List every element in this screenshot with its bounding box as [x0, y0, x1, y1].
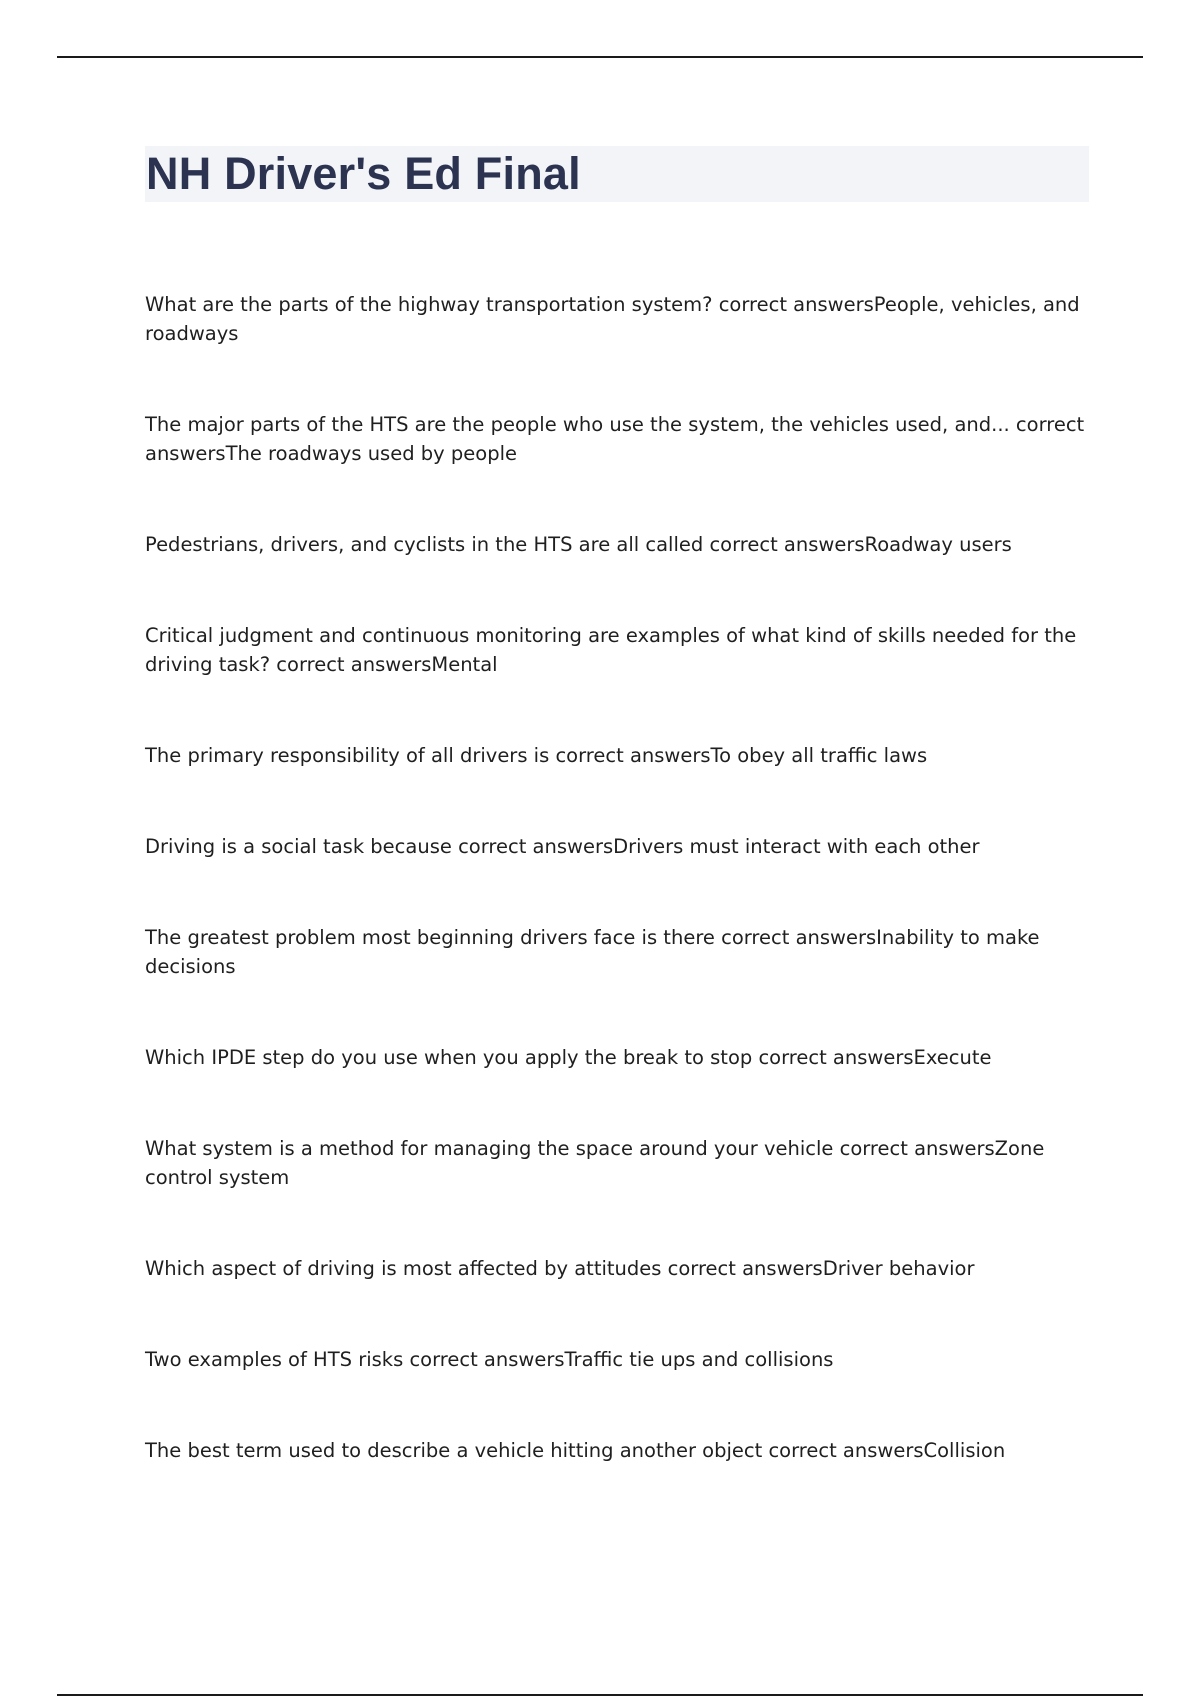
- qa-item: The major parts of the HTS are the people who use the system, the vehicles used, and... correct answersThe roadways used by people: [145, 413, 1085, 465]
- qa-item: What system is a method for managing the space around your vehicle correct answersZone control system: [145, 1137, 1045, 1189]
- qa-item: Pedestrians, drivers, and cyclists in the HTS are all called correct answersRoadway users: [145, 533, 1012, 556]
- qa-item: The greatest problem most beginning drivers face is there correct answersInability to make decisions: [145, 926, 1040, 978]
- qa-item: Which IPDE step do you use when you apply the break to stop correct answersExecute: [145, 1046, 992, 1069]
- qa-item: What are the parts of the highway transportation system? correct answersPeople, vehicles, and roadways: [145, 293, 1080, 345]
- qa-list: [145, 290, 1085, 1527]
- qa-item: The primary responsibility of all drivers is correct answersTo obey all traffic laws: [145, 744, 928, 767]
- bottom-divider: [57, 1694, 1143, 1696]
- top-divider: [57, 56, 1143, 58]
- qa-item: Critical judgment and continuous monitoring are examples of what kind of skills needed for the driving task? correct answersMental: [145, 624, 1077, 676]
- page-title: NH Driver's Ed Final: [146, 148, 581, 199]
- qa-item: The best term used to describe a vehicle hitting another object correct answersCollision: [145, 1439, 1006, 1462]
- qa-item: Driving is a social task because correct answersDrivers must interact with each other: [145, 835, 980, 858]
- qa-item: Which aspect of driving is most affected by attitudes correct answersDriver behavior: [145, 1257, 975, 1280]
- qa-item: Two examples of HTS risks correct answersTraffic tie ups and collisions: [145, 1348, 834, 1371]
